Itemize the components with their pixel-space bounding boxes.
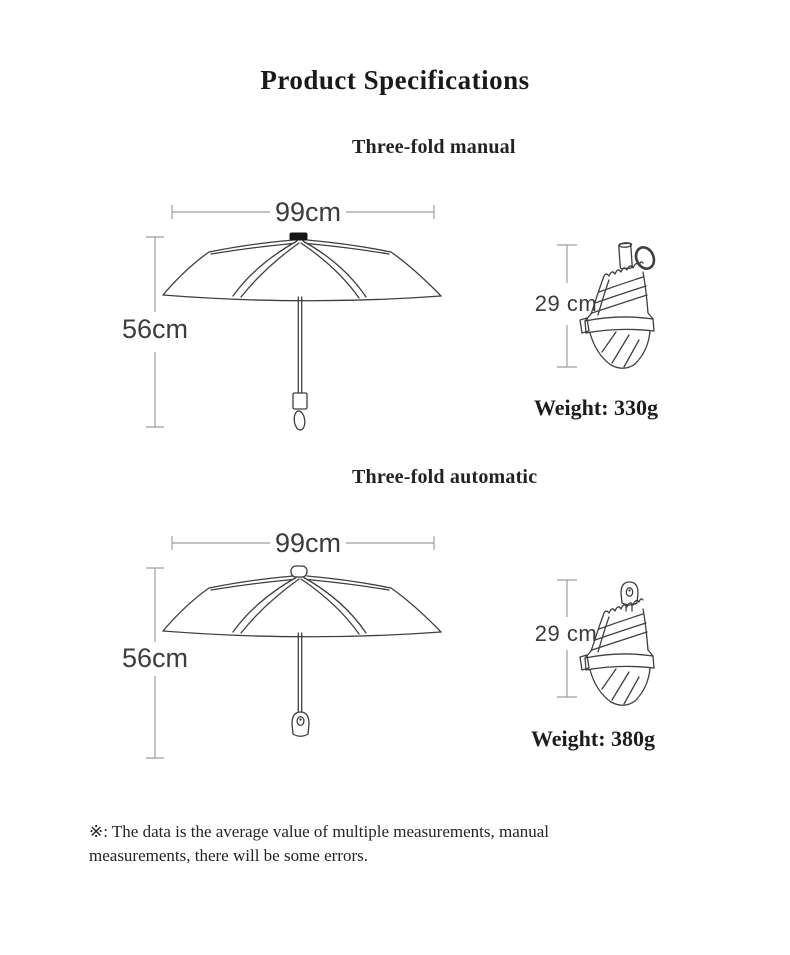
manual-straight-handle (293, 393, 307, 431)
page-title: Product Specifications (260, 65, 530, 96)
umbrella-shaft (298, 633, 301, 712)
automatic-width-label: 99cm (274, 528, 342, 558)
automatic-button-handle (292, 712, 309, 736)
automatic-weight-label: Weight: 380g (530, 726, 656, 751)
folded-handle-and-loop (619, 242, 658, 271)
automatic-height-label: 56cm (121, 643, 189, 673)
folded-canopy-body (580, 599, 654, 705)
manual-width-label: 99cm (274, 197, 342, 227)
measurement-note (89, 820, 709, 868)
folded-button-handle (621, 582, 638, 611)
manual-folded-length-label: 29 cm (534, 291, 598, 316)
manual-weight-label: Weight: 330g (533, 395, 659, 420)
umbrella-top-cap (291, 566, 307, 577)
note-line-2: measurements, there will be some errors. (89, 846, 368, 865)
section-heading-manual: Three-fold manual (352, 136, 516, 158)
umbrella-tip (290, 233, 308, 241)
umbrella-shaft (298, 297, 301, 393)
note-line-1: ※: The data is the average value of multiple measurements, manual (89, 822, 550, 841)
section-heading-automatic: Three-fold automatic (352, 466, 538, 488)
canopy-outline (163, 240, 441, 301)
automatic-folded-length-label: 29 cm (534, 621, 598, 646)
canopy-outline (163, 576, 441, 637)
automatic-section-drawings (146, 536, 654, 758)
manual-height-label: 56cm (121, 314, 189, 344)
